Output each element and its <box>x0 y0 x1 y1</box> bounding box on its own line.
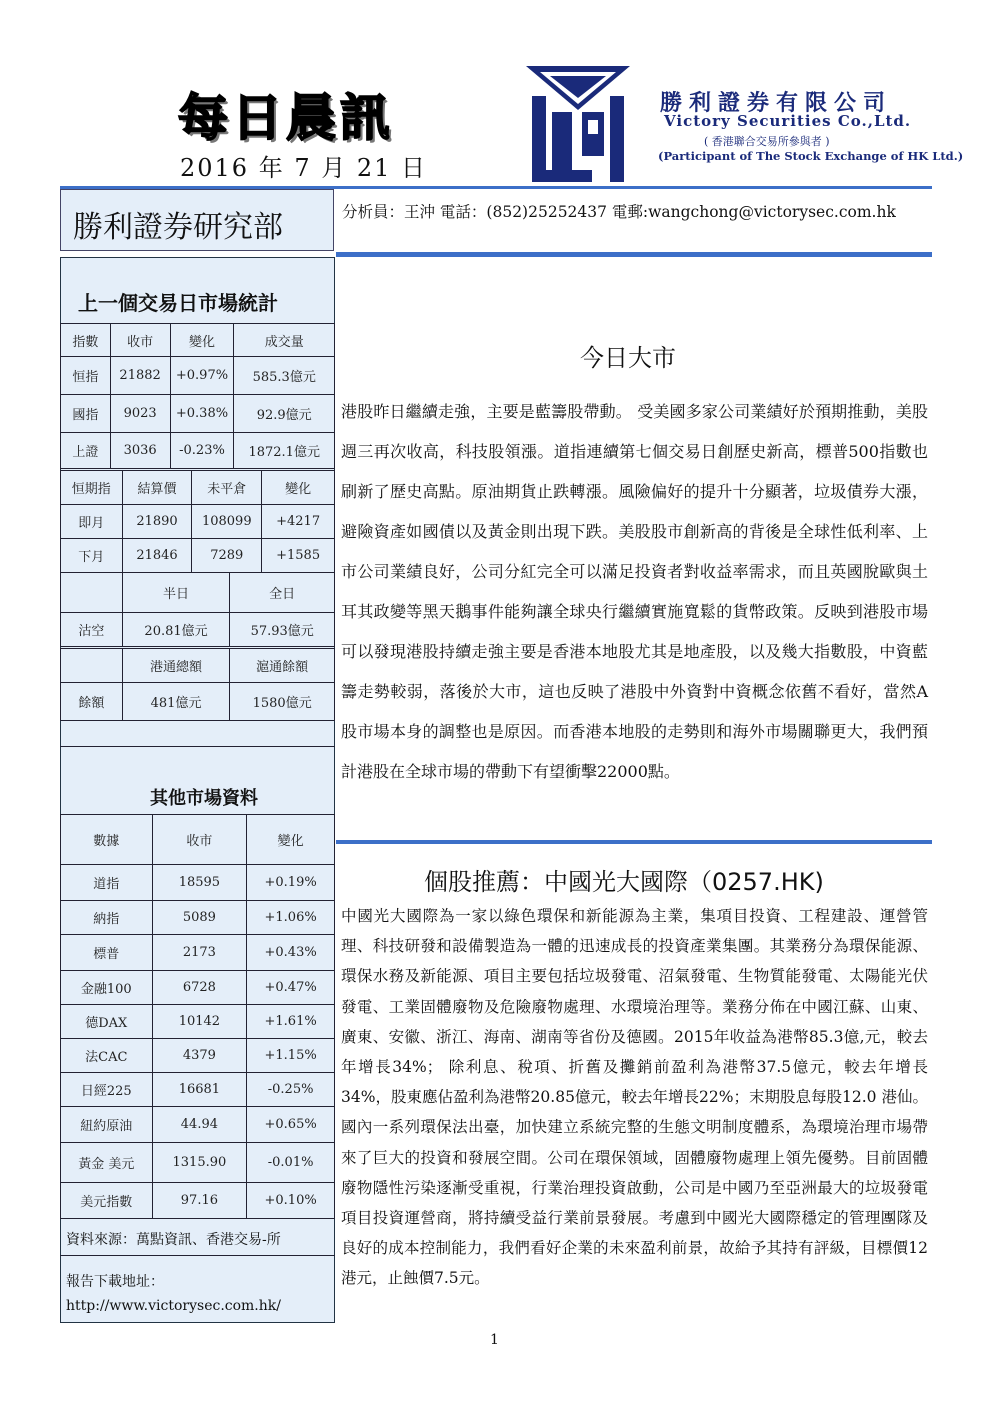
table-cell: +0.43% <box>247 935 335 971</box>
report-title: 每日晨訊 <box>178 89 394 147</box>
table-cell: 2173 <box>152 935 247 971</box>
table-cell: +1.61% <box>247 1005 335 1039</box>
table-cell: 21846 <box>122 539 192 573</box>
sidebar-divider <box>60 1255 335 1256</box>
market-title: 今日大市 <box>580 344 676 372</box>
table-header: 半日 <box>122 573 230 613</box>
table-cell: 國指 <box>61 395 111 433</box>
analyst-contact: 分析員：王沖 電話：(852)25252437 電郵:wangchong@victorysec.com.hk <box>342 203 896 221</box>
table-row <box>61 1005 335 1039</box>
stock-body: 中國光大國際為一家以綠色環保和新能源為主業，集項目投資、工程建設、運營管理、科技研發和設備製造為一體的迅速成長的投資產業集團。其業務分為環保能源、環保水務及新能源、項目主要包括垃圾發電、沼氣發電、生物質能發電、太陽能光伏發電、工業固體廢物及危險廢物處理、水環境治理等。業務分佈在中國江蘇、山東、廣東、安徽、浙江、海南、湖南等省份及德國。2015年收益為港幣85.3億,元，較去年增長34%； 除利息、稅項、折舊及攤銷前盈利為港幣37.5億元，較去年增長34%，股東應佔盈利為港幣20.85億元，較去年增長22%；末期股息每股12.0 港仙。國內一系列環保法出臺，加快建立系統完整的生態文明制度體系，為環境治理市場帶來了巨大的投資和發展空間。公司在環保領域，固體廢物處理上領先優勢。目前固體廢物隱性污染逐漸受重視，行業治理投資啟動，公司是中國乃至亞洲最大的垃圾發電項目投資運營商，將持續受益行業前景發展。考慮到中國光大國際穩定的管理團隊及良好的成本控制能力，我們看好企業的未來盈利前景，故給予其持有評級，目標價12港元，止蝕價7.5元。 <box>341 907 928 1288</box>
table-cell: 21882 <box>110 357 170 395</box>
table-cell: 20.81億元 <box>122 613 230 647</box>
download-link[interactable]: http://www.victorysec.com.hk/ <box>66 1298 281 1314</box>
table-header: 變化 <box>247 815 335 865</box>
stock-title: 個股推薦：中國光大國際（0257.HK) <box>424 868 824 896</box>
company-member-note: ( 香港聯合交易所參與者 ) <box>704 135 830 148</box>
table-cell: 下月 <box>61 539 123 573</box>
table-cell: 沽空 <box>61 613 123 647</box>
table-row <box>61 1107 335 1143</box>
table-cell: 恒指 <box>61 357 111 395</box>
table-cell: -0.01% <box>247 1143 335 1183</box>
section-divider <box>336 840 932 844</box>
table-cell: +0.19% <box>247 865 335 901</box>
other-market-table <box>60 814 335 1219</box>
table-cell: 16681 <box>152 1073 247 1107</box>
table-cell: 481億元 <box>122 683 230 721</box>
table-row <box>61 505 335 539</box>
table-row <box>61 573 335 613</box>
table-header: 收市 <box>152 815 247 865</box>
report-date: 2016 年 7 月 21 日 <box>180 154 428 182</box>
table-cell: -0.25% <box>247 1073 335 1107</box>
table-row <box>61 649 335 683</box>
company-logo-icon <box>526 66 630 184</box>
table-cell: 納指 <box>61 901 153 935</box>
table-cell: 4379 <box>152 1039 247 1073</box>
table-cell: +0.10% <box>247 1183 335 1219</box>
table-cell: 即月 <box>61 505 123 539</box>
table-cell: +1.06% <box>247 901 335 935</box>
table-row <box>61 935 335 971</box>
table-header: 未平倉 <box>192 471 262 505</box>
table-cell: +0.97% <box>170 357 234 395</box>
subheader-divider <box>336 252 932 257</box>
table-header: 恒期指 <box>61 471 123 505</box>
table-row <box>61 471 335 505</box>
table-cell: 1315.90 <box>152 1143 247 1183</box>
table-cell: 上證 <box>61 433 111 469</box>
table-cell: 道指 <box>61 865 153 901</box>
table-cell: 9023 <box>110 395 170 433</box>
index-table <box>60 323 335 469</box>
table-cell: +4217 <box>262 505 335 539</box>
table-cell: +1585 <box>262 539 335 573</box>
table-cell: 標普 <box>61 935 153 971</box>
table-header <box>61 573 123 613</box>
department-label: 勝利證券研究部 <box>60 189 334 251</box>
table-cell: 黃金 美元 <box>61 1143 153 1183</box>
table-row <box>61 324 335 357</box>
short-selling-table <box>60 572 335 647</box>
table-cell: 21890 <box>122 505 192 539</box>
table-cell: 44.94 <box>152 1107 247 1143</box>
table-header <box>61 649 123 683</box>
market-body: 港股昨日繼續走強，主要是藍籌股帶動。 受美國多家公司業績好於預期推動，美股週三再次收高，科技股領漲。道指連續第七個交易日創歷史新高，標普500指數也刷新了歷史高點。原油期貨止跌轉漲。風險偏好的提升十分顯著，垃圾債券大漲，避險資產如國債以及黃金則出現下跌。美股股市創新高的背後是全球性低利率、上市公司業績良好，公司分紅完全可以滿足投資者對收益率需求，而且英國脫歐與土耳其政變等黑天鵝事件能夠讓全球央行繼續實施寬鬆的貨幣政策。反映到港股市場可以發現港股持續走強主要是香港本地股尤其是地產股，以及幾大指數股，中資藍籌走勢較弱，落後於大市，這也反映了港股中外資對中資概念依舊不看好，當然A股市場本身的調整也是原因。而香港本地股的走勢則和海外市場關聯更大，我們預計港股在全球市場的帶動下有望衝擊22000點。 <box>341 402 928 781</box>
table-cell: +1.15% <box>247 1039 335 1073</box>
table-header: 港通總額 <box>122 649 230 683</box>
table-header: 成交量 <box>234 324 335 357</box>
table-row <box>61 1039 335 1073</box>
table-cell: 57.93億元 <box>230 613 335 647</box>
table-row <box>61 1183 335 1219</box>
table-header: 指數 <box>61 324 111 357</box>
table-header: 收市 <box>110 324 170 357</box>
table-cell: 1580億元 <box>230 683 335 721</box>
sidebar-divider <box>60 746 335 747</box>
table-cell: 1872.1億元 <box>234 433 335 469</box>
table-cell: 7289 <box>192 539 262 573</box>
table-cell: 餘額 <box>61 683 123 721</box>
table-cell: 美元指數 <box>61 1183 153 1219</box>
table-header: 全日 <box>230 573 335 613</box>
table-cell: +0.38% <box>170 395 234 433</box>
table-cell: 6728 <box>152 971 247 1005</box>
table-cell: 18595 <box>152 865 247 901</box>
connect-table <box>60 648 335 721</box>
table-header: 變化 <box>170 324 234 357</box>
stats-title: 上一個交易日市場統計 <box>78 291 278 315</box>
futures-table <box>60 470 335 573</box>
company-name-cn: 勝利證券有限公司 <box>660 90 893 116</box>
table-row <box>61 815 335 865</box>
table-row <box>61 865 335 901</box>
table-header: 結算價 <box>122 471 192 505</box>
table-cell: 97.16 <box>152 1183 247 1219</box>
table-header: 滬通餘額 <box>230 649 335 683</box>
other-market-title: 其他市場資料 <box>150 788 258 809</box>
table-cell: 3036 <box>110 433 170 469</box>
data-source: 資料來源：萬點資訊、香港交易-所 <box>66 1232 281 1248</box>
table-row <box>61 901 335 935</box>
table-cell: -0.23% <box>170 433 234 469</box>
table-row <box>61 1073 335 1107</box>
table-header: 數據 <box>61 815 153 865</box>
table-cell: 日經225 <box>61 1073 153 1107</box>
table-row <box>61 613 335 647</box>
table-row <box>61 683 335 721</box>
table-cell: +0.47% <box>247 971 335 1005</box>
company-participant-note: (Participant of The Stock Exchange of HK Ltd.) <box>658 149 964 163</box>
table-row <box>61 971 335 1005</box>
table-cell: 德DAX <box>61 1005 153 1039</box>
table-cell: 108099 <box>192 505 262 539</box>
table-cell: 金融100 <box>61 971 153 1005</box>
table-cell: +0.65% <box>247 1107 335 1143</box>
table-header: 變化 <box>262 471 335 505</box>
table-cell: 10142 <box>152 1005 247 1039</box>
page-number: 1 <box>490 1332 499 1348</box>
table-row <box>61 357 335 395</box>
table-cell: 5089 <box>152 901 247 935</box>
table-cell: 紐約原油 <box>61 1107 153 1143</box>
table-row <box>61 395 335 433</box>
table-row <box>61 539 335 573</box>
table-row <box>61 433 335 469</box>
table-row <box>61 1143 335 1183</box>
table-cell: 585.3億元 <box>234 357 335 395</box>
table-cell: 法CAC <box>61 1039 153 1073</box>
download-label: 報告下載地址： <box>66 1274 164 1290</box>
table-cell: 92.9億元 <box>234 395 335 433</box>
company-name-en: Victory Securities Co.,Ltd. <box>664 112 912 130</box>
